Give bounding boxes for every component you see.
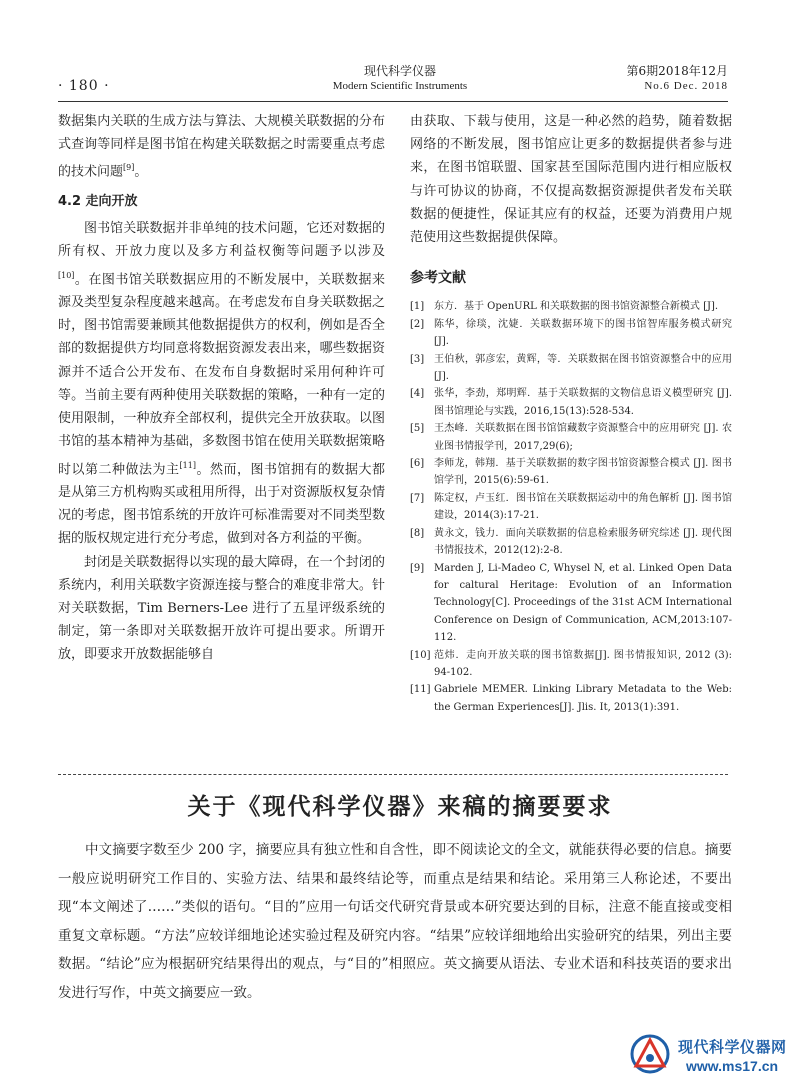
citation: [10] [58, 270, 75, 280]
reference-item [410, 647, 732, 682]
reference-text: 陈华，徐琰，沈婕．关联数据环境下的图书馆智库服务模式研究 [J]. [434, 318, 732, 348]
paragraph-text: 。然而，图书馆拥有的数据大都是从第三方机构购买或租用所得，出于对资源版权复杂情况的考虑，图书馆系统的开放许可标准需要对不同类型数据的版权规定进行充分考虑，做到对各方利益的平衡。 [58, 461, 385, 547]
reference-text: 王伯秋，郭彦宏，黄辉，等．关联数据在图书馆资源整合中的应用 [J]. [434, 353, 732, 383]
paragraph-text: 数据集内关联的生成方法与算法、大规模关联数据的分布式查询等同样是图书馆在构建关联数据之时需要重点考虑的技术问题 [58, 114, 385, 180]
reference-number: [11] [410, 684, 431, 696]
header-divider [58, 101, 728, 102]
journal-title-cn: 现代科学仪器 [363, 64, 436, 78]
reference-number: [6] [410, 458, 425, 470]
site-name: 现代科学仪器网 [678, 1038, 787, 1056]
reference-number: [3] [410, 353, 425, 365]
paragraph [58, 110, 385, 184]
reference-number: [9] [410, 562, 425, 574]
reference-text: 李师龙，韩翔．基于关联数据的数字图书馆资源整合模式 [J]. 图书馆学刊，2015(6):59-61. [434, 458, 732, 487]
issue-info-en: No.6 Dec. 2018 [644, 80, 728, 92]
reference-item [410, 455, 732, 490]
reference-item [410, 681, 732, 716]
reference-item [410, 385, 732, 420]
reference-number: [4] [410, 388, 425, 400]
section-heading: 4.2 走向开放 [58, 193, 138, 209]
references-heading: 参考文献 [410, 270, 466, 287]
reference-text: 东方．基于 OpenURL 和关联数据的图书馆资源整合新模式 [J]. [434, 301, 719, 313]
notice-title: 关于《现代科学仪器》来稿的摘要要求 [187, 793, 613, 820]
reference-text: 黄永文，钱力．面向关联数据的信息检索服务研究综述 [J]. 现代图书情报技术，2012(12):2-8. [434, 527, 732, 557]
reference-text: 张华，李劲，郑明辉．基于关联数据的文物信息语义模型研究 [J]. 图书馆理论与实践，2016,15(13):528-534. [434, 388, 732, 417]
reference-item [410, 420, 732, 455]
reference-item [410, 525, 732, 560]
notice-body: 中文摘要字数至少 200 字，摘要应具有独立性和自含性，即不阅读论文的全文，就能获得必要的信息。摘要一般应说明研究工作目的、实验方法、结果和最终结论等，而重点是结果和结论。采用第三人称论述，不要出现“本文阐述了……”类似的语句。“目的”应用一句话交代研究背景或本研究要达到的目标，注意不能直接或变相重复文章标题。“方法”应较详细地论述实验过程及研究内容。“结果”应较详细地给出实验研究的结果，列出主要数据。“结论”应为根据研究结果得出的观点，与“目的”相照应。英文摘要从语法、专业术语和科技英语的要求出发进行写作，中英文摘要应一致。 [58, 842, 732, 1001]
issue-info-cn: 第6期2018年12月 [626, 64, 728, 78]
reference-text: 王杰峰．关联数据在图书馆馆藏数字资源整合中的应用研究 [J]. 农业图书情报学刊，2017,29(6); [434, 423, 732, 452]
reference-number: [7] [410, 492, 425, 504]
citation: [9] [123, 163, 135, 173]
reference-list [410, 298, 732, 716]
paragraph-text: 图书馆关联数据并非单纯的技术问题，它还对数据的所有权、开放力度以及多方利益权衡等问题予以涉及 [58, 221, 385, 260]
journal-title-en: Modern Scientific Instruments [332, 80, 468, 92]
reference-item [410, 351, 732, 386]
reference-text: 陈定权，卢玉红．图书馆在关联数据运动中的角色解析 [J]. 图书馆建设，2014(3):17-21. [434, 492, 732, 522]
site-watermark [628, 1030, 800, 1085]
reference-item [410, 316, 732, 351]
reference-number: [10] [410, 649, 431, 661]
reference-item [410, 298, 732, 315]
reference-number: [5] [410, 423, 425, 435]
site-url: www.ms17.cn [686, 1058, 779, 1074]
citation: [11] [179, 460, 196, 470]
reference-number: [1] [410, 301, 425, 313]
reference-text: Marden J, Li-Madeo C, Whysel N, et al. Linked Open Data for caltural Heritage: Evolution of an Information Technology[C]. Proceedings of the 31st ACM International Conference on Design of Communication, ACM,2013:107-112. [434, 562, 732, 644]
reference-item [410, 560, 732, 647]
paragraph-text: 。 [134, 164, 148, 180]
site-logo-icon [628, 1032, 672, 1076]
reference-item [410, 490, 732, 525]
right-column [410, 110, 732, 716]
paragraph-text: 。在图书馆关联数据应用的不断发展中，关联数据来源及类型复杂程度越来越高。在考虑发布自身关联数据之时，图书馆需要兼顾其他数据提供方的权利，例如是否全部的数据提供方均同意将数据资源发表出来，哪些数据资源并不适合公开发布、在发布自身数据时采用何种许可等。当前主要有两种使用关联数据的策略，一种有一定的使用限制，一种放弃全部权利，提供完全开放获取。以图书馆的基本精神为基础，多数图书馆在使用关联数据策略时以第二种做法为主 [58, 271, 385, 477]
paragraph [58, 217, 385, 551]
reference-text: Gabriele MEMER. Linking Library Metadata to the Web: the German Experiences[J]. Jlis. It, 2013(1):391. [434, 684, 732, 713]
section-divider [58, 774, 728, 775]
paragraph: 由获取、下载与使用，这是一种必然的趋势，随着数据网络的不断发展，图书馆应让更多的数据提供者参与进来，在图书馆联盟、国家甚至国际范围内进行相应版权与许可协议的协商，不仅提高数据资源提供者发布关联数据的便捷性，保证其应有的权益，还要为消费用户规范使用这些数据提供保障。 [410, 114, 732, 246]
paragraph: 封闭是关联数据得以实现的最大障碍，在一个封闭的系统内，利用关联数字资源连接与整合的难度非常大。针对关联数据，Tim Berners-Lee 进行了五星评级系统的制定，第一条即对关联数据开放许可提出要求。所谓开放，即要求开放数据能够自 [58, 554, 385, 663]
reference-number: [8] [410, 527, 425, 539]
reference-number: [2] [410, 318, 425, 330]
left-column [58, 110, 385, 667]
page-number: · 180 · [58, 78, 110, 94]
reference-text: 范炜．走向开放关联的图书馆数据[J]. 图书情报知识, 2012 (3): 94-102. [434, 649, 732, 678]
